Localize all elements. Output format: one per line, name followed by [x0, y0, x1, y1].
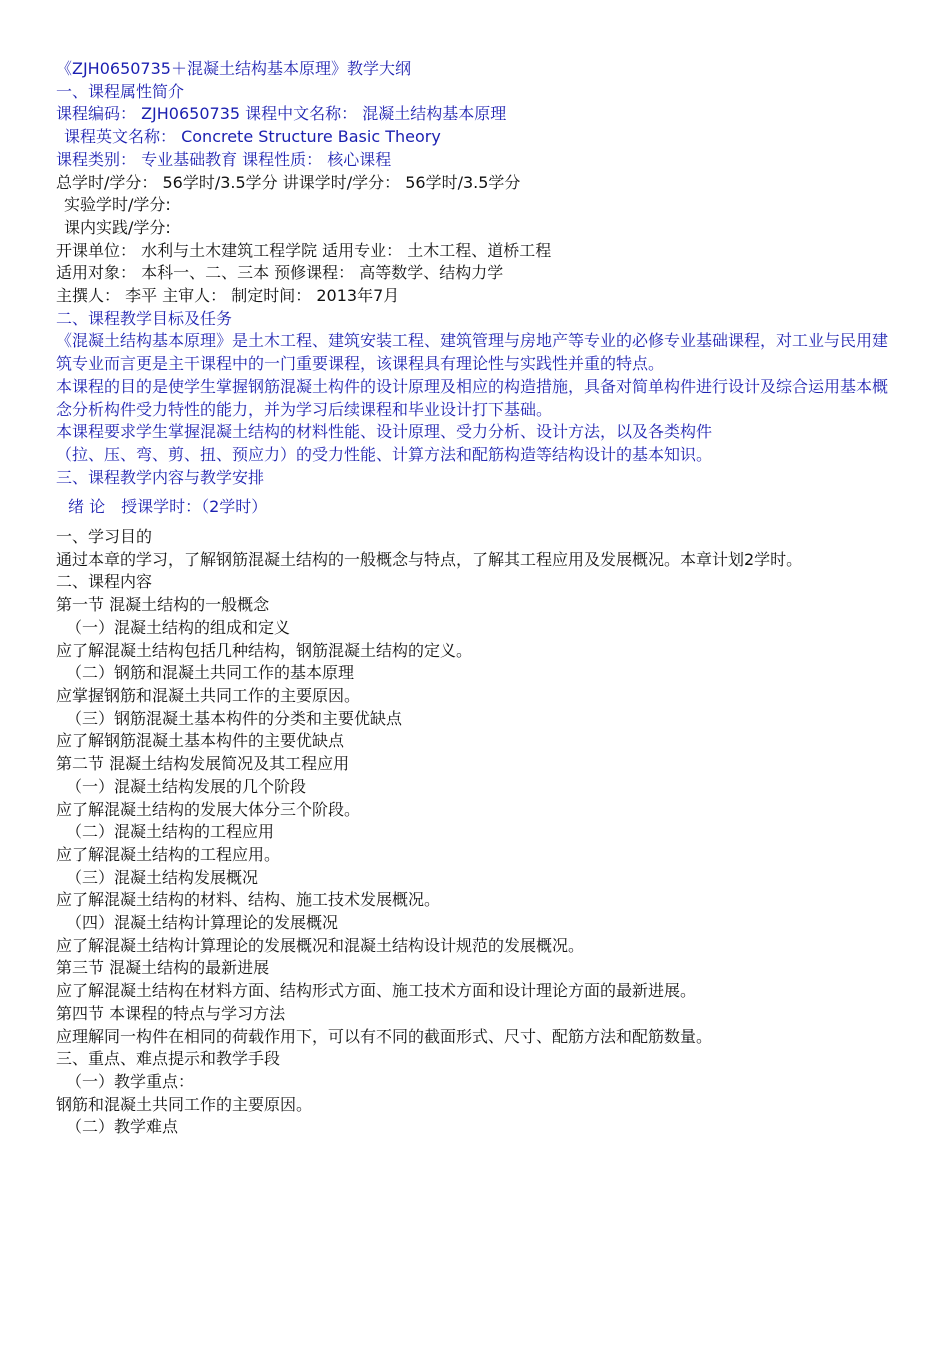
content-line: 应了解混凝土结构的工程应用。 — [56, 844, 281, 864]
content-line: （一）教学重点： — [66, 1071, 195, 1091]
objective-paragraph-3-line-2: （拉、压、弯、剪、扭、预应力）的受力性能、计算方法和配筋构造等结构设计的基本知识。 — [56, 444, 713, 464]
content-line: 应了解钢筋混凝土基本构件的主要优缺点 — [56, 731, 345, 751]
content-line: 第二节 混凝土结构发展简况及其工程应用 — [56, 754, 350, 774]
section-1-heading: 一、课程属性简介 — [56, 81, 185, 101]
section-2-heading: 二、课程教学目标及任务 — [56, 308, 233, 328]
content-line: 第三节 混凝土结构的最新进展 — [56, 958, 270, 978]
content-line: （一）混凝土结构的组成和定义 — [66, 617, 291, 637]
content-line: 第一节 混凝土结构的一般概念 — [56, 595, 270, 615]
chapter-title: 绪 论 授课学时：（2学时） — [68, 497, 268, 517]
content-line: （一）混凝土结构发展的几个阶段 — [66, 776, 307, 796]
content-line: （二）混凝土结构的工程应用 — [66, 822, 275, 842]
author-line: 主撰人： 李平 主审人： 制定时间： 2013年7月 — [56, 286, 400, 306]
content-line: 应了解混凝土结构的发展大体分三个阶段。 — [56, 799, 361, 819]
content-line: 应理解同一构件在相同的荷载作用下，可以有不同的截面形式、尺寸、配筋方法和配筋数量。 — [56, 1026, 713, 1046]
content-line: 应了解混凝土结构包括几种结构，钢筋混凝土结构的定义。 — [56, 640, 473, 660]
content-line: （二）钢筋和混凝土共同工作的基本原理 — [66, 663, 355, 683]
objective-paragraph-3-line-1: 本课程要求学生掌握混凝土结构的材料性能、设计原理、受力分析、设计方法，以及各类构件 — [56, 422, 713, 442]
content-line: （三）钢筋混凝土基本构件的分类和主要优缺点 — [66, 708, 403, 728]
course-code-line: 课程编码： ZJH0650735 课程中文名称： 混凝土结构基本原理 — [56, 104, 507, 124]
content-line: 三、重点、难点提示和教学手段 — [56, 1049, 281, 1069]
content-line: 应了解混凝土结构计算理论的发展概况和混凝土结构设计规范的发展概况。 — [56, 935, 585, 955]
offering-unit-line: 开课单位： 水利与土木建筑工程学院 适用专业： 土木工程、道桥工程 — [56, 240, 552, 260]
objective-paragraph-2: 本课程的目的是使学生掌握钢筋混凝土构件的设计原理及相应的构造措施，具备对简单构件进行设计及综合运用基本概念分析构件受力特性的能力，并为学习后续课程和毕业设计打下基础。 — [56, 376, 889, 419]
total-hours-line: 总学时/学分： 56学时/3.5学分 讲课学时/学分： 56学时/3.5学分 — [56, 172, 521, 192]
document-title: 《ZJH0650735＋混凝土结构基本原理》教学大纲 — [56, 59, 411, 78]
study-goal-heading: 一、学习目的 — [56, 527, 153, 547]
practice-hours-line: 课内实践/学分: — [64, 217, 171, 237]
content-line: （四）混凝土结构计算理论的发展概况 — [66, 913, 339, 933]
objective-paragraph-1: 《混凝土结构基本原理》是土木工程、建筑安装工程、建筑管理与房地产等专业的必修专业基础课程，对工业与民用建筑专业而言更是主干课程中的一门重要课程，该课程具有理论性与实践性并重的特点。 — [56, 331, 889, 374]
target-students-line: 适用对象： 本科一、二、三本 预修课程： 高等数学、结构力学 — [56, 263, 504, 283]
content-line: 钢筋和混凝土共同工作的主要原因。 — [56, 1094, 313, 1114]
content-line: 应了解混凝土结构的材料、结构、施工技术发展概况。 — [56, 890, 441, 910]
content-line: （二）教学难点 — [66, 1117, 179, 1137]
course-content-heading: 二、课程内容 — [56, 572, 153, 592]
content-line: 应了解混凝土结构在材料方面、结构形式方面、施工技术方面和设计理论方面的最新进展。 — [56, 981, 697, 1001]
lab-hours-line: 实验学时/学分: — [64, 195, 171, 215]
content-line: 应掌握钢筋和混凝土共同工作的主要原因。 — [56, 685, 361, 705]
content-line: 第四节 本课程的特点与学习方法 — [56, 1003, 286, 1023]
english-name-line: 课程英文名称： Concrete Structure Basic Theory — [64, 127, 441, 147]
section-3-heading: 三、课程教学内容与教学安排 — [56, 467, 265, 487]
content-line: （三）混凝土结构发展概况 — [66, 867, 259, 887]
course-content-list — [56, 594, 896, 1139]
course-category-line: 课程类别： 专业基础教育 课程性质： 核心课程 — [56, 149, 392, 169]
study-goal-text: 通过本章的学习，了解钢筋混凝土结构的一般概念与特点，了解其工程应用及发展概况。本章计划2学时。 — [56, 549, 803, 569]
syllabus-page — [56, 58, 896, 1139]
